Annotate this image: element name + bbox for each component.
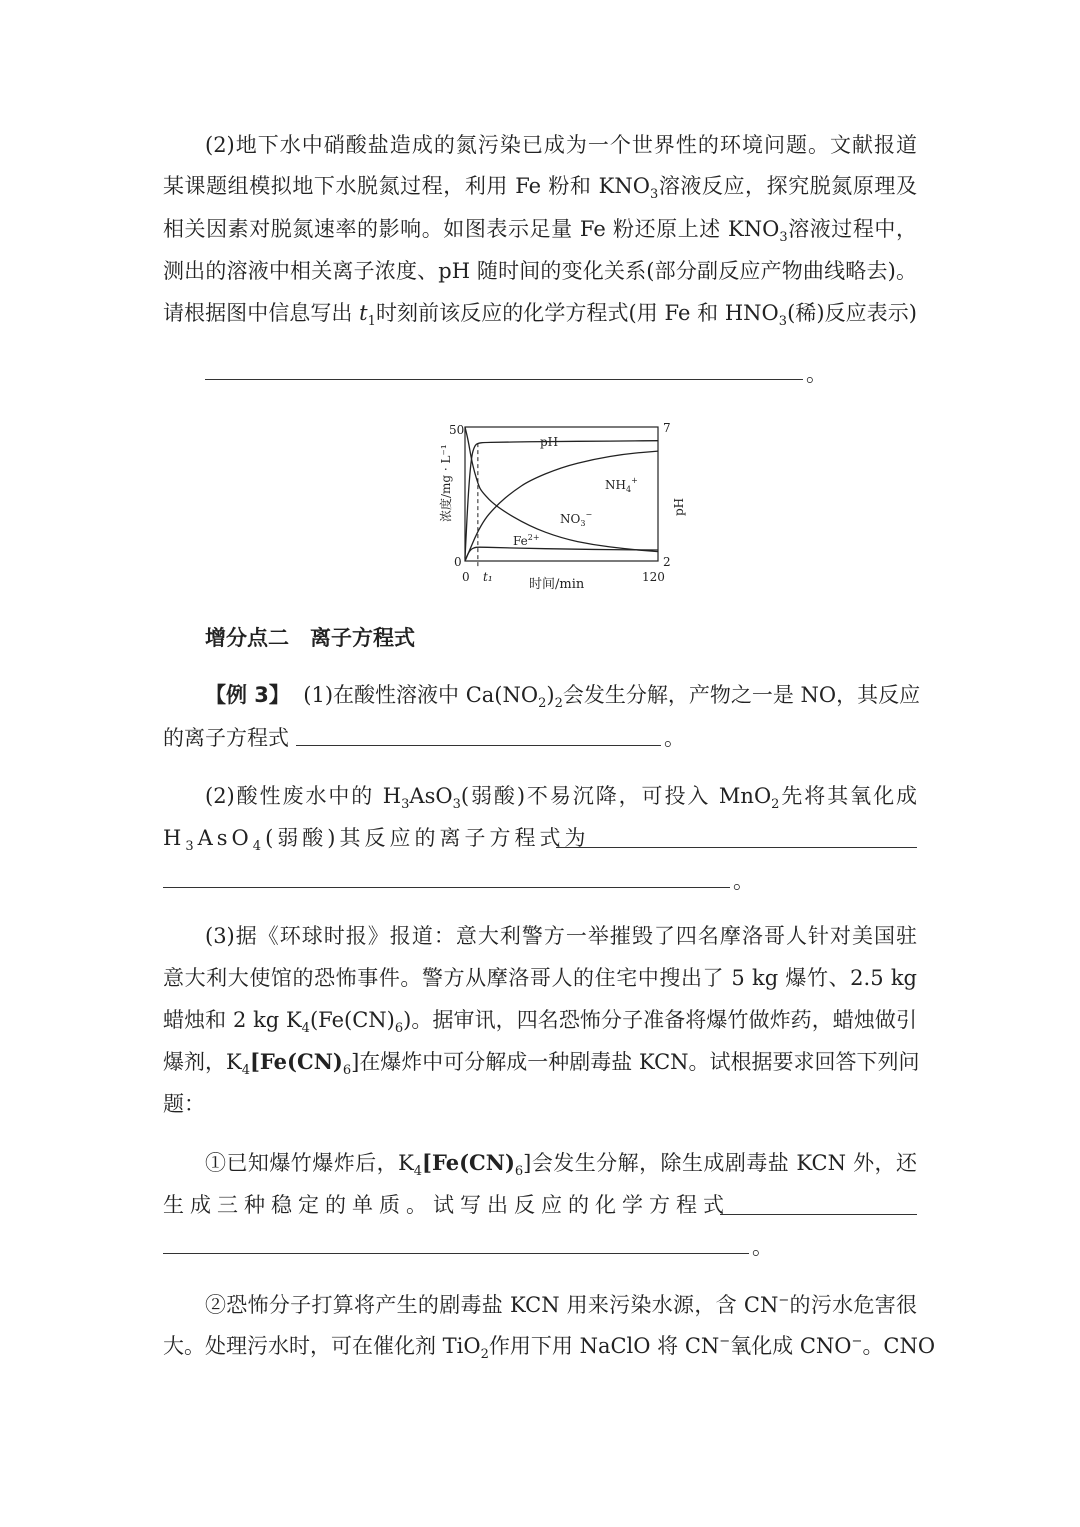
- series-label-fe2: $Fe^{2+}$: [513, 533, 540, 548]
- period-mark: 。: [733, 869, 754, 893]
- ex3-q1-line-2: 的离子方程式: [163, 726, 289, 750]
- y-left-tick-0: 0: [454, 555, 462, 569]
- ex3-q1-line-1: 【例 3】 (1)在酸性溶液中 $Ca(NO_2)_2$会发生分解，产物之一是 NO，其反应: [205, 683, 921, 712]
- part2-line-1: (2)地下水中硝酸盐造成的氮污染已成为一个世界性的环境问题。文献报道: [205, 133, 917, 157]
- ex3-q3-line-3: 蜡烛和 2 kg $K_4(Fe(CN)_6)$。据审讯，四名恐怖分子准备将爆竹做炸药，蜡烛做引: [163, 1008, 917, 1037]
- answer-blank-q2a[interactable]: [556, 847, 917, 848]
- part2-line-2: 某课题组模拟地下水脱氮过程，利用 Fe 粉和 $KNO_3$溶液反应，探究脱氮原理及: [163, 174, 917, 203]
- ex3-q2-line-1: (2)酸性废水中的 $H_3AsO_3$(弱酸)不易沉降，可投入 MnO$_2$先将其氧化成: [205, 784, 917, 813]
- y-right-tick-7: 7: [663, 421, 671, 435]
- answer-blank-q1[interactable]: [296, 745, 661, 746]
- ex3-q3-2-line-2: 大。处理污水时，可在催化剂 TiO$_2$作用下用 NaClO 将 CN−氧化成 CNO−。CNO: [163, 1334, 936, 1363]
- ex3-q2-line-2: $H_3AsO_4$(弱酸)其反应的离子方程式为: [163, 826, 590, 855]
- answer-blank-q3-1a[interactable]: [720, 1214, 917, 1215]
- x-tick-120: 120: [642, 570, 665, 584]
- answer-blank-q3-1b[interactable]: [163, 1253, 749, 1254]
- x-tick-0: 0: [462, 570, 470, 584]
- section-heading: 增分点二 离子方程式: [205, 626, 415, 650]
- y-left-tick-50: 50: [449, 423, 465, 437]
- period-mark: 。: [752, 1235, 773, 1259]
- series-label-nh4: $NH_4^+$: [605, 476, 638, 494]
- ex3-q3-line-5: 题：: [163, 1092, 205, 1116]
- ex3-q3-1-line-1: ①已知爆竹爆炸后，$K_4[Fe(CN)_6]$会发生分解，除生成剧毒盐 KCN 外，还: [205, 1150, 917, 1180]
- series-line-ph: [465, 441, 658, 559]
- y-left-axis-label: 浓度/mg · L⁻¹: [439, 444, 453, 522]
- period-mark: 。: [806, 362, 827, 386]
- x-axis-label: 时间/min: [529, 577, 585, 592]
- ex3-q3-2-line-1: ②恐怖分子打算将产生的剧毒盐 KCN 用来污染水源，含 CN−的污水危害很: [205, 1293, 918, 1317]
- y-right-tick-2: 2: [663, 555, 671, 569]
- part2-line-5: 请根据图中信息写出 $t_1$时刻前该反应的化学方程式(用 Fe 和 $HNO_3$(稀)反应表示): [163, 301, 917, 330]
- part2-line-4: 测出的溶液中相关离子浓度、pH 随时间的变化关系(部分副反应产物曲线略去)。: [163, 259, 917, 283]
- series-line-fe: [465, 547, 658, 561]
- series-label-no3: $NO_3^-$: [560, 510, 593, 528]
- answer-blank-q2b[interactable]: [163, 887, 730, 888]
- ex3-q3-1-line-2: 生成三种稳定的单质。试写出反应的化学方程式: [163, 1193, 730, 1217]
- y-right-axis-label: pH: [672, 497, 686, 516]
- series-line-nh: [465, 451, 658, 561]
- ex3-q3-line-1: (3)据《环球时报》报道：意大利警方一举摧毁了四名摩洛哥人针对美国驻: [205, 924, 917, 948]
- series-label-ph: pH: [540, 435, 559, 449]
- part2-line-3: 相关因素对脱氮速率的影响。如图表示足量 Fe 粉还原上述 $KNO_3$溶液过程中，: [163, 217, 917, 246]
- x-tick-t1: t₁: [483, 570, 493, 584]
- period-mark: 。: [664, 726, 685, 750]
- ex3-q3-line-4: 爆剂，$K_4[Fe(CN)_6]$在爆炸中可分解成一种剧毒盐 KCN。试根据要求回答下列问: [163, 1049, 920, 1079]
- ex3-q3-line-2: 意大利大使馆的恐怖事件。警方从摩洛哥人的住宅中搜出了 5 kg 爆竹、2.5 kg: [163, 966, 917, 990]
- plot-frame: [465, 427, 658, 561]
